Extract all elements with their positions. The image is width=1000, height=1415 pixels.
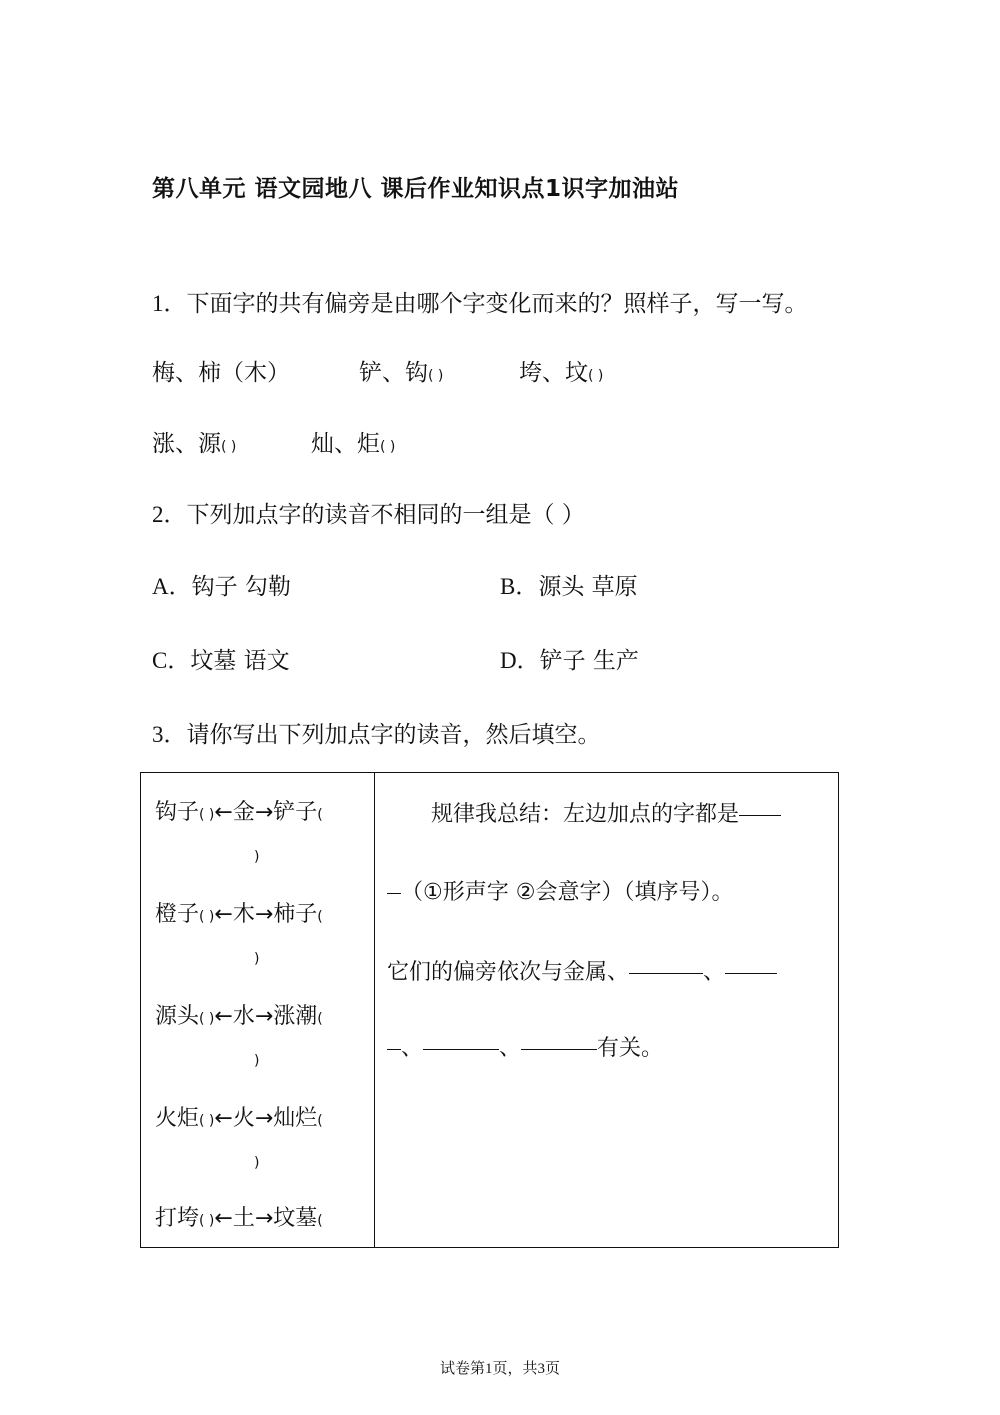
q1-item [359, 354, 443, 387]
rule-line-2 [387, 875, 733, 906]
q3-word-b: 坟墓 [273, 1206, 318, 1231]
q3-word-b: 铲子 [273, 800, 318, 825]
q3-word-a: 橙子 [155, 902, 200, 927]
q3-row [155, 897, 323, 928]
option-letter: B． [500, 574, 539, 599]
answer-paren-open[interactable]: ( [317, 909, 323, 925]
q3-radical: ←金→ [214, 800, 274, 825]
answer-blank[interactable] [521, 1048, 597, 1050]
rule-line-1 [431, 797, 781, 828]
rule-text: 有关。 [597, 1036, 664, 1061]
q3-radical: ←水→ [214, 1004, 274, 1029]
answer-paren[interactable]: ( ) [199, 1113, 215, 1129]
answer-paren[interactable]: ( ) [199, 1213, 215, 1229]
answer-paren-close: ) [254, 849, 260, 865]
q3-table [140, 772, 839, 1248]
rule-text: 规律我总结：左边加点的字都是 [431, 802, 740, 827]
q1-item-chars: 铲、钩 [359, 360, 428, 386]
q3-radical: ←火→ [214, 1106, 274, 1131]
answer-paren-close: ) [254, 1155, 260, 1171]
question-number: 3． [152, 722, 187, 747]
q1-item [311, 425, 395, 458]
answer-blank[interactable] [725, 972, 777, 974]
answer-paren[interactable]: ( ) [199, 1011, 215, 1027]
answer-paren[interactable]: ( ) [199, 807, 215, 823]
question-number: 1． [152, 291, 187, 316]
q3-word-a: 钩子 [155, 800, 200, 825]
q3-word-a: 打垮 [155, 1206, 200, 1231]
q1-item-chars: 梅、柿 [152, 360, 221, 386]
q1-item-answer: ( ) [221, 439, 237, 455]
q1-item-chars: 灿、炬 [311, 431, 380, 457]
question-text: 下列加点字的读音不相同的一组是（ ） [186, 502, 585, 528]
question-1 [152, 285, 808, 318]
answer-paren-close: ) [254, 951, 260, 967]
option-letter: C． [152, 648, 191, 673]
option-words: 铲子 生产 [539, 648, 639, 674]
q1-item-answer: ( ) [588, 368, 604, 384]
answer-paren-open[interactable]: ( [317, 807, 323, 823]
q3-word-b: 柿子 [273, 902, 318, 927]
rule-text: （①形声字 ②会意字）（填序号）。 [401, 880, 734, 905]
q3-word-b: 灿烂 [273, 1106, 318, 1131]
answer-paren-close: ) [254, 1053, 260, 1069]
answer-blank[interactable] [629, 972, 703, 974]
answer-paren-open[interactable]: ( [317, 1113, 323, 1129]
answer-blank[interactable] [739, 814, 781, 816]
option-d[interactable] [500, 642, 639, 675]
q3-word-b: 涨潮 [273, 1004, 318, 1029]
rule-line-4 [387, 1031, 663, 1062]
answer-paren-open[interactable]: ( [317, 1011, 323, 1027]
option-a[interactable] [152, 568, 291, 601]
page-title: 第八单元 语文园地八 课后作业知识点1识字加油站 [152, 176, 680, 202]
question-text: 请你写出下列加点字的读音，然后填空。 [186, 722, 601, 748]
q1-item-chars: 涨、源 [152, 431, 221, 457]
answer-paren-open[interactable]: ( [317, 1213, 323, 1229]
rule-line-3 [387, 955, 777, 986]
answer-blank[interactable] [387, 892, 401, 894]
page-footer: 试卷第1页，共3页 [439, 1361, 560, 1377]
q3-right-cell [375, 773, 839, 1248]
option-words: 钩子 勾勒 [191, 574, 291, 600]
separator: 、 [401, 1036, 424, 1061]
answer-blank[interactable] [423, 1048, 499, 1050]
separator: 、 [499, 1036, 522, 1061]
q3-row [155, 1101, 323, 1132]
option-words: 坟墓 语文 [190, 648, 290, 674]
q3-radical: ←土→ [214, 1206, 274, 1231]
answer-paren[interactable]: ( ) [199, 909, 215, 925]
rule-text: 它们的偏旁依次与金属、 [387, 960, 630, 985]
q1-item-answer: ( ) [428, 368, 444, 384]
question-3 [152, 716, 601, 749]
option-c[interactable] [152, 642, 290, 675]
q1-item-chars: 垮、坟 [519, 360, 588, 386]
q1-item [152, 425, 236, 458]
q3-word-a: 火炬 [155, 1106, 200, 1131]
q1-item [152, 354, 290, 387]
q3-row [155, 795, 323, 826]
q1-item-answer: （木） [221, 360, 290, 386]
q3-row [155, 1201, 323, 1232]
option-b[interactable] [500, 568, 638, 601]
option-letter: D． [500, 648, 540, 673]
option-words: 源头 草原 [538, 574, 638, 600]
question-number: 2． [152, 502, 187, 527]
separator: 、 [703, 960, 726, 985]
q1-item [519, 354, 603, 387]
q3-left-cell [141, 773, 375, 1248]
option-letter: A． [152, 574, 192, 599]
q3-radical: ←木→ [214, 902, 274, 927]
q3-row [155, 999, 323, 1030]
question-text: 下面字的共有偏旁是由哪个字变化而来的？照样子，写一写。 [186, 291, 808, 317]
q3-word-a: 源头 [155, 1004, 200, 1029]
q1-item-answer: ( ) [380, 439, 396, 455]
answer-blank[interactable] [387, 1048, 401, 1050]
question-2 [152, 496, 585, 529]
